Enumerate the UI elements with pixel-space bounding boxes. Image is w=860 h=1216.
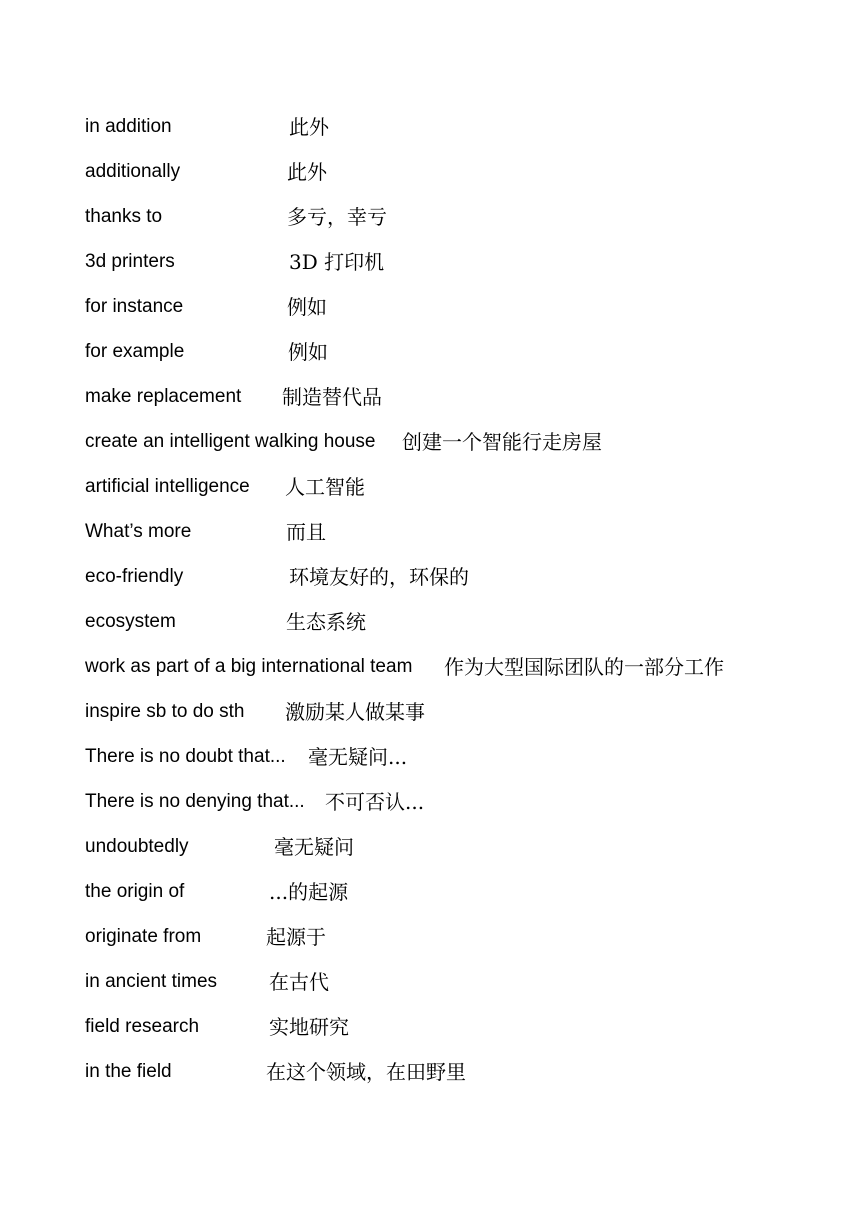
vocab-entry	[0, 203, 860, 231]
chinese-translation: 创建一个智能行走房屋	[402, 430, 602, 454]
english-phrase: eco-friendly	[85, 566, 184, 587]
english-phrase: make replacement	[85, 386, 242, 407]
vocab-entry	[0, 653, 860, 681]
english-phrase: There is no denying that...	[85, 791, 305, 812]
english-phrase: What’s more	[85, 521, 192, 542]
english-phrase: for example	[85, 341, 185, 362]
vocab-entry	[0, 563, 860, 591]
english-phrase: create an intelligent walking house	[85, 431, 376, 452]
english-phrase: thanks to	[85, 206, 163, 227]
chinese-translation: 此外	[287, 160, 327, 184]
chinese-translation: 多亏，幸亏	[287, 205, 387, 229]
chinese-translation: 不可否认...	[325, 790, 425, 814]
vocab-entry	[0, 833, 860, 861]
english-phrase: in ancient times	[85, 971, 218, 992]
vocab-entry	[0, 698, 860, 726]
vocab-entry	[0, 1058, 860, 1086]
vocab-entry	[0, 968, 860, 996]
vocab-entry	[0, 518, 860, 546]
vocab-entry	[0, 248, 860, 276]
chinese-translation: 毫无疑问...	[308, 745, 408, 769]
chinese-translation: ...的起源	[269, 880, 349, 904]
chinese-translation: 生态系统	[286, 610, 366, 634]
vocab-entry	[0, 1013, 860, 1041]
english-phrase: originate from	[85, 926, 202, 947]
vocab-entry	[0, 383, 860, 411]
english-phrase: field research	[85, 1016, 200, 1037]
english-phrase: 3d printers	[85, 251, 175, 272]
chinese-translation: 而且	[286, 520, 326, 544]
english-phrase: for instance	[85, 296, 184, 317]
chinese-translation: 毫无疑问	[274, 835, 354, 859]
vocab-entry	[0, 743, 860, 771]
vocab-entry	[0, 158, 860, 186]
english-phrase: the origin of	[85, 881, 185, 902]
english-phrase: undoubtedly	[85, 836, 189, 857]
chinese-translation: 在古代	[269, 970, 329, 994]
chinese-translation: 实地研究	[269, 1015, 349, 1039]
vocab-entry	[0, 788, 860, 816]
vocab-entry	[0, 608, 860, 636]
chinese-translation: 3D 打印机	[289, 250, 385, 274]
english-phrase: in addition	[85, 116, 172, 137]
english-phrase: ecosystem	[85, 611, 176, 632]
english-phrase: artificial intelligence	[85, 476, 250, 497]
vocab-entry	[0, 878, 860, 906]
chinese-translation: 此外	[289, 115, 329, 139]
chinese-translation: 起源于	[266, 925, 326, 949]
vocab-entry	[0, 428, 860, 456]
vocab-entry	[0, 113, 860, 141]
vocab-entry	[0, 923, 860, 951]
chinese-translation: 例如	[287, 295, 327, 319]
chinese-translation: 激励某人做某事	[285, 700, 425, 724]
english-phrase: additionally	[85, 161, 181, 182]
vocab-entry	[0, 473, 860, 501]
english-phrase: in the field	[85, 1061, 172, 1082]
chinese-translation: 人工智能	[285, 475, 365, 499]
chinese-translation: 在这个领域，在田野里	[266, 1060, 466, 1084]
english-phrase: work as part of a big international team	[85, 656, 413, 677]
english-phrase: inspire sb to do sth	[85, 701, 245, 722]
vocab-entry	[0, 338, 860, 366]
chinese-translation: 制造替代品	[282, 385, 382, 409]
chinese-translation: 例如	[288, 340, 328, 364]
english-phrase: There is no doubt that...	[85, 746, 286, 767]
vocab-entry	[0, 293, 860, 321]
chinese-translation: 环境友好的，环保的	[289, 565, 469, 589]
chinese-translation: 作为大型国际团队的一部分工作	[444, 655, 724, 679]
